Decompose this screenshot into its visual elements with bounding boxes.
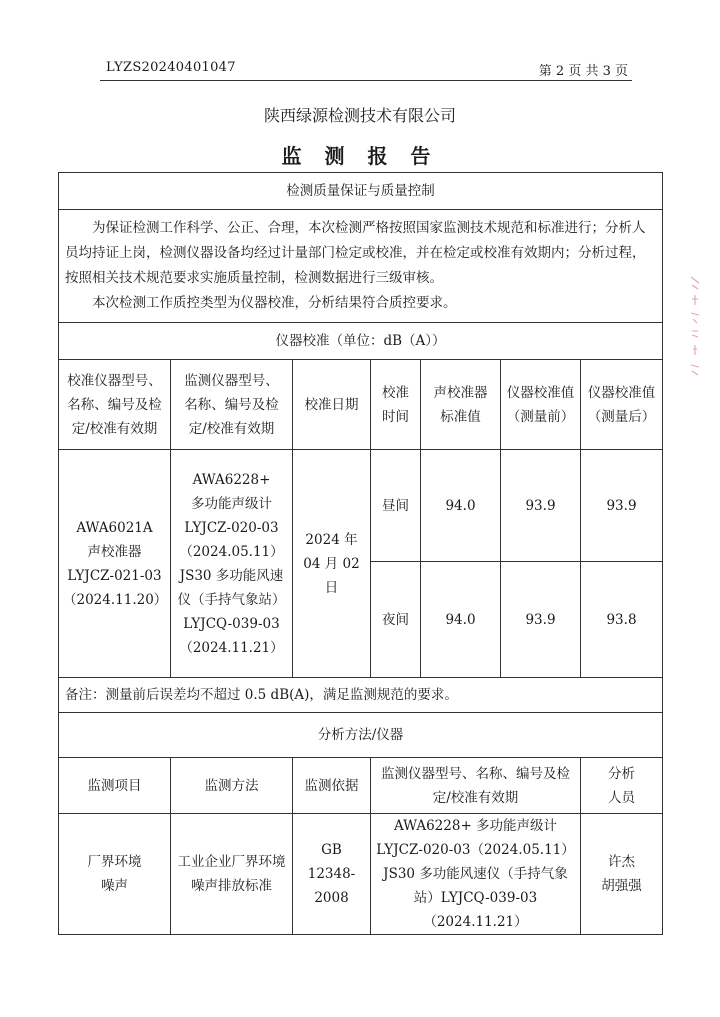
page-info: 第 2 页 共 3 页 bbox=[538, 64, 628, 79]
standard-night: 94.0 bbox=[421, 562, 501, 678]
header-period: 校准 时间 bbox=[371, 360, 421, 450]
table-row bbox=[59, 814, 663, 935]
calibration-date: 2024 年 04 月 02 日 bbox=[293, 450, 371, 678]
calibration-note: 备注：测量前后误差均不超过 0.5 dB(A)，满足监测规范的要求。 bbox=[59, 678, 663, 713]
header-analysis-instrument: 监测仪器型号、名称、编号及检 定/校准有效期 bbox=[371, 758, 581, 814]
header-method: 监测方法 bbox=[171, 758, 293, 814]
before-day: 93.9 bbox=[501, 450, 581, 562]
table-row bbox=[59, 450, 663, 562]
header-item: 监测项目 bbox=[59, 758, 171, 814]
header-standard: 声校准器 标准值 bbox=[421, 360, 501, 450]
qa-section-title: 检测质量保证与质量控制 bbox=[59, 173, 663, 210]
header-date: 校准日期 bbox=[293, 360, 371, 450]
analysis-item: 厂界环境 噪声 bbox=[59, 814, 171, 935]
analysis-section-title: 分析方法/仪器 bbox=[59, 713, 663, 758]
header-basis: 监测依据 bbox=[293, 758, 371, 814]
report-table bbox=[58, 172, 663, 935]
period-day: 昼间 bbox=[371, 450, 421, 562]
seal-stamp-mark bbox=[688, 275, 702, 389]
header-calibrator: 校准仪器型号、 名称、编号及检 定/校准有效期 bbox=[59, 360, 171, 450]
qa-paragraph-1: 为保证检测工作科学、公正、合理，本次检测严格按照国家监测技术规范和标准进行；分析人员均持证上岗，检测仪器设备均经过计量部门检定或校准，并在检定或校准有效期内；分析过程，按照相关技术规范要求实施质量控制，检测数据进行三级审核。 bbox=[65, 220, 646, 286]
analysis-analyst: 许杰 胡强强 bbox=[581, 814, 663, 935]
header-after: 仪器校准值 （测量后） bbox=[581, 360, 663, 450]
qa-paragraph-2: 本次检测工作质控类型为仪器校准，分析结果符合质控要求。 bbox=[92, 295, 457, 311]
before-night: 93.9 bbox=[501, 562, 581, 678]
period-night: 夜间 bbox=[371, 562, 421, 678]
calibration-section-title: 仪器校准（单位：dB（A）） bbox=[59, 323, 663, 360]
header-instrument: 监测仪器型号、 名称、编号及检 定/校准有效期 bbox=[171, 360, 293, 450]
standard-day: 94.0 bbox=[421, 450, 501, 562]
header-divider bbox=[100, 80, 632, 81]
company-name: 陕西绿源检测技术有限公司 bbox=[263, 106, 456, 125]
analysis-basis: GB 12348-2008 bbox=[293, 814, 371, 935]
analysis-method: 工业企业厂界环境 噪声排放标准 bbox=[171, 814, 293, 935]
instrument-info: AWA6228+ 多功能声级计 LYJCZ-020-03 （2024.05.11） JS30 多功能风速 仪（手持气象站） LYJCQ-039-03 （2024.11.21） bbox=[171, 450, 293, 678]
analysis-instrument: AWA6228+ 多功能声级计 LYJCZ-020-03（2024.05.11） JS30 多功能风速仪（手持气象 站）LYJCQ-039-03（2024.11.21） bbox=[371, 814, 581, 935]
calibrator-info: AWA6021A 声校准器 LYJCZ-021-03 （2024.11.20） bbox=[59, 450, 171, 678]
report-title: 监 测 报 告 bbox=[281, 144, 439, 168]
report-number: LYZS20240401047 bbox=[106, 60, 236, 75]
after-night: 93.8 bbox=[581, 562, 663, 678]
header-before: 仪器校准值 （测量前） bbox=[501, 360, 581, 450]
qa-description bbox=[59, 210, 663, 323]
after-day: 93.9 bbox=[581, 450, 663, 562]
header-analyst: 分析 人员 bbox=[581, 758, 663, 814]
